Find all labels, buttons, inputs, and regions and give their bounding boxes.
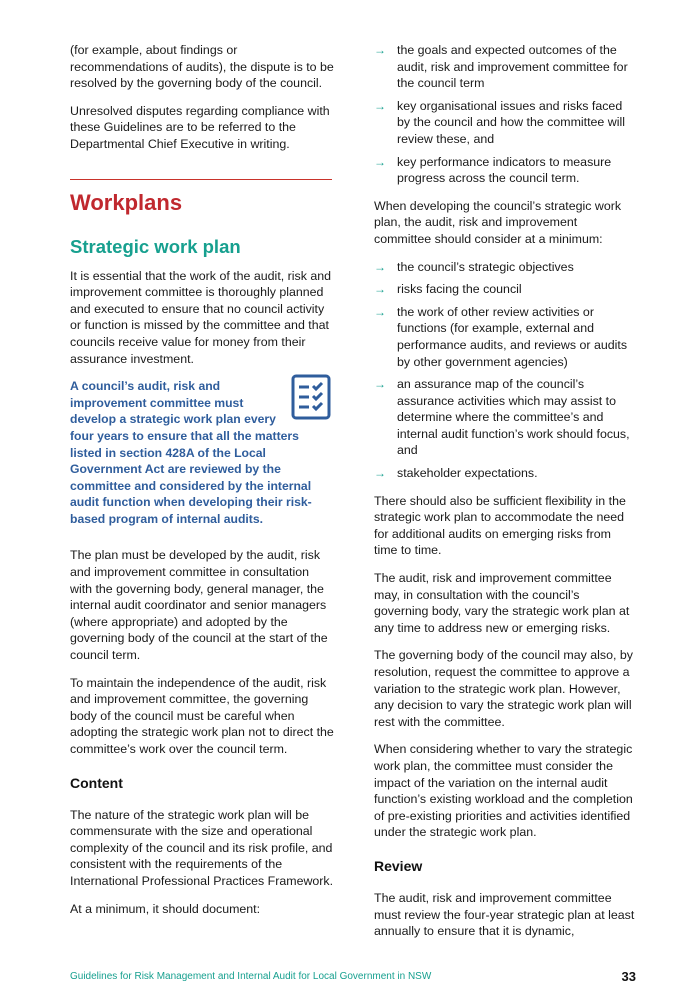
right-column xyxy=(374,42,636,951)
arrow-bullet-icon: → xyxy=(374,466,386,481)
list-item: → key performance indicators to measure progress across the council term. xyxy=(374,154,612,186)
arrow-bullet-icon: → xyxy=(374,259,386,274)
checklist-icon xyxy=(288,374,334,420)
arrow-bullet-icon: → xyxy=(374,282,386,297)
left-column xyxy=(70,42,334,928)
page-number: 33 xyxy=(621,969,636,984)
bullet-list-consider xyxy=(374,259,636,482)
bullet-list-document xyxy=(374,42,636,187)
paragraph: There should also be sufficient flexibility in the strategic work plan to accommodate the need for additional audits on emerging risks from time to time. xyxy=(374,493,626,558)
section-divider xyxy=(70,179,332,180)
arrow-bullet-icon: → xyxy=(374,377,386,392)
paragraph: The audit, risk and improvement committee may, in consultation with the council’s governing body, vary the strategic work plan at any time to address new or emerging risks. xyxy=(374,571,630,635)
arrow-bullet-icon: → xyxy=(374,304,386,319)
list-item: → an assurance map of the council’s assurance activities which may assist to determine where the committee’s and internal audit function’s work should focus, and xyxy=(374,377,630,458)
paragraph: The nature of the strategic work plan will be commensurate with the size and operational complexity of the council and its risk profile, and consistent with the requirements of the International Professional Practices Framework. xyxy=(70,807,334,888)
paragraph: When considering whether to vary the strategic work plan, the committee must consider the impact of the variation on the internal audit function’s existing workload and the completion of pre-existing priorities and activities identified under the strategic work plan. xyxy=(374,742,633,840)
paragraph: The audit, risk and improvement committee must review the four-year strategic plan at least annually to ensure that it is dynamic, xyxy=(374,890,635,939)
paragraph: The plan must be developed by the audit, risk and improvement committee in consultation with the governing body, general manager, the internal audit coordinator and senior managers (where appropriate) and adopted by the governing body of the council at the start of the council term. xyxy=(70,548,328,663)
list-item: → the work of other review activities or functions (for example, external and performance audits, and reviews or audits by other government agencies) xyxy=(374,304,628,369)
list-item: → risks facing the council xyxy=(374,282,522,297)
arrow-bullet-icon: → xyxy=(374,154,386,169)
footer-title: Guidelines for Risk Management and Internal Audit for Local Government in NSW xyxy=(70,971,432,982)
arrow-bullet-icon: → xyxy=(374,98,386,113)
paragraph: The governing body of the council may also, by resolution, request the committee to approve a variation to the strategic work plan. However, any decision to vary the strategic work plan will rest with the committee. xyxy=(374,648,633,729)
callout-text: A council’s audit, risk and improvement committee must develop a strategic work plan every four years to ensure that all the matters listed in section 428A of the Local Government Act are reviewed by the committee and considered by the internal audit function when developing their risk-based program of internal audits. xyxy=(70,379,312,526)
list-item: → the council’s strategic objectives xyxy=(374,259,574,274)
paragraph: Unresolved disputes regarding compliance with these Guidelines are to be referred to the Departmental Chief Executive in writing. xyxy=(70,103,330,151)
list-item: → key organisational issues and risks faced by the council and how the committee will review these, and xyxy=(374,98,625,146)
arrow-bullet-icon: → xyxy=(374,43,386,57)
page-footer xyxy=(70,971,636,982)
list-item: → the goals and expected outcomes of the audit, risk and improvement committee for the council term xyxy=(374,43,628,91)
subheading-review: Review xyxy=(374,857,423,874)
subsection-heading-strategic-work-plan: Strategic work plan xyxy=(70,235,241,257)
section-heading-workplans: Workplans xyxy=(70,189,183,215)
callout-box xyxy=(70,378,334,527)
paragraph: At a minimum, it should document: xyxy=(70,901,261,916)
list-item: → stakeholder expectations. xyxy=(374,466,538,481)
paragraph: When developing the council’s strategic work plan, the audit, risk and improvement committee should consider at a minimum: xyxy=(374,198,622,246)
paragraph: (for example, about findings or recommendations of audits), the dispute is to be resolved by the governing body of the council. xyxy=(70,43,334,91)
subheading-content: Content xyxy=(70,774,123,791)
paragraph: It is essential that the work of the audit, risk and improvement committee is thoroughly planned and executed to ensure that no council activity or function is missed by the committee and that councils receive value for money from their assurance investment. xyxy=(70,268,332,366)
paragraph: To maintain the independence of the audit, risk and improvement committee, the governing body of the council must be careful when adopting the strategic work plan not to direct the committee’s work over the council term. xyxy=(70,675,334,756)
